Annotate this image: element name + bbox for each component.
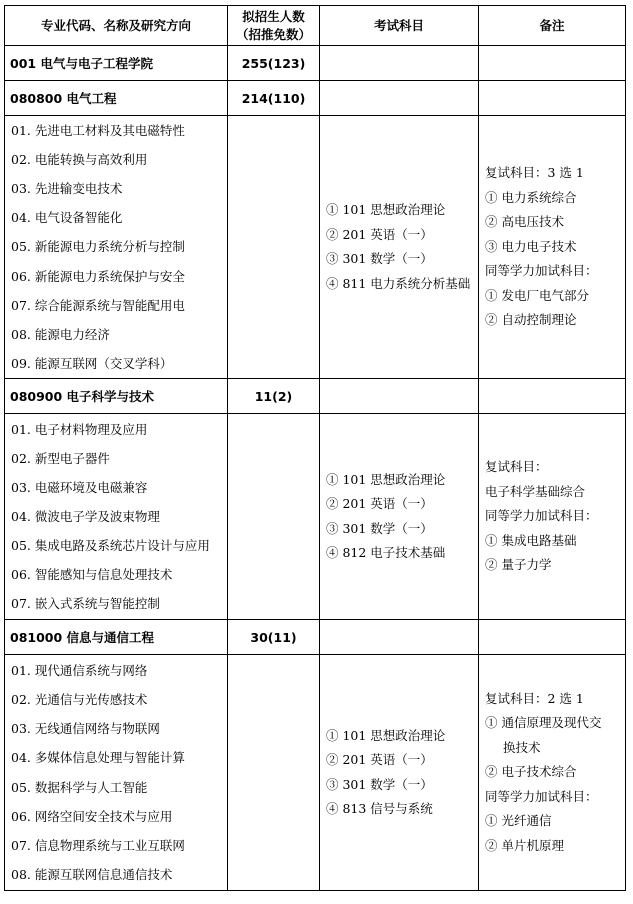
note-line: ② 单片机原理 <box>485 837 564 853</box>
major-detail-row <box>5 655 626 891</box>
school-row <box>5 46 626 81</box>
direction-item: 07. 综合能源系统与智能配用电 <box>11 297 185 313</box>
note-line: ① 通信原理及现代交 <box>485 715 602 731</box>
direction-item: 07. 信息物理系统与工业互联网 <box>11 837 185 853</box>
exam-item: ③ 301 数学（一） <box>326 251 433 266</box>
note-line: 电子科学基础综合 <box>485 483 586 499</box>
exam-list <box>320 468 478 566</box>
major-name: 080900 电子科学与技术 <box>5 379 228 414</box>
note-line: ③ 电力电子技术 <box>485 238 577 254</box>
note-line: 同等学力加试科目： <box>485 263 598 279</box>
direction-item: 06. 网络空间安全技术与应用 <box>11 808 173 824</box>
admission-table <box>4 5 626 891</box>
direction-cell <box>5 414 228 620</box>
major-count: 30(11) <box>228 620 320 655</box>
exam-item: ② 201 英语（一） <box>326 226 433 242</box>
note-line: ② 高电压技术 <box>485 214 564 230</box>
exam-item: ① 101 思想政治理论 <box>326 727 446 743</box>
exam-list <box>320 198 478 296</box>
direction-item: 06. 新能源电力系统保护与安全 <box>11 268 185 284</box>
direction-item: 04. 微波电子学及波束物理 <box>11 508 160 524</box>
note-line: 同等学力加试科目： <box>485 508 598 524</box>
direction-item: 02. 光通信与光传感技术 <box>11 692 148 708</box>
direction-item: 01. 先进电工材料及其电磁特性 <box>11 123 185 139</box>
direction-list <box>5 656 227 889</box>
header-major: 专业代码、名称及研究方向 <box>5 6 228 46</box>
direction-list <box>5 415 227 619</box>
note-line: 同等学力加试科目： <box>485 788 598 804</box>
note-line: ① 电力系统综合 <box>485 189 577 205</box>
exam-item: ② 201 英语（一） <box>326 752 433 767</box>
direction-item: 06. 智能感知与信息处理技术 <box>11 567 173 583</box>
direction-list <box>5 116 227 378</box>
exam-list <box>320 724 478 822</box>
header-enrollment <box>228 6 320 46</box>
note-line: 换技术 <box>503 739 541 755</box>
direction-item: 09. 能源互联网（交叉学科） <box>11 355 173 371</box>
exam-cell <box>320 116 479 379</box>
direction-item: 05. 数据科学与人工智能 <box>11 779 148 795</box>
header-exam: 考试科目 <box>320 6 479 46</box>
major-row <box>5 379 626 414</box>
exam-item: ④ 811 电力系统分析基础 <box>326 275 471 291</box>
note-line: 复试科目：3 选 1 <box>485 165 584 181</box>
header-enrollment-line1: 拟招生人数 <box>242 8 305 24</box>
notes-cell <box>479 116 626 379</box>
direction-item: 04. 多媒体信息处理与智能计算 <box>11 750 185 766</box>
direction-item: 03. 先进输变电技术 <box>11 181 123 197</box>
notes-cell <box>479 655 626 891</box>
note-line: ① 光纤通信 <box>485 813 552 829</box>
school-name: 001 电气与电子工程学院 <box>5 46 228 81</box>
exam-item: ③ 301 数学（一） <box>326 520 433 536</box>
table-header-row <box>5 6 626 46</box>
major-name: 080800 电气工程 <box>5 81 228 116</box>
direction-item: 04. 电气设备智能化 <box>11 210 123 226</box>
exam-item: ① 101 思想政治理论 <box>326 202 446 217</box>
direction-item: 01. 现代通信系统与网络 <box>11 663 148 679</box>
header-enrollment-line2: （招推免数） <box>235 26 311 42</box>
direction-item: 05. 新能源电力系统分析与控制 <box>11 239 185 255</box>
exam-item: ④ 813 信号与系统 <box>326 801 433 816</box>
note-line: ② 量子力学 <box>485 557 552 573</box>
direction-item: 07. 嵌入式系统与智能控制 <box>11 596 160 612</box>
major-row <box>5 81 626 116</box>
major-row <box>5 620 626 655</box>
school-count: 255(123) <box>228 46 320 81</box>
direction-item: 02. 电能转换与高效利用 <box>11 152 148 168</box>
note-line: ② 电子技术综合 <box>485 764 577 780</box>
note-line: ① 集成电路基础 <box>485 532 577 548</box>
note-line: 复试科目：2 选 1 <box>485 690 584 706</box>
direction-item: 08. 能源电力经济 <box>11 326 110 342</box>
direction-item: 02. 新型电子器件 <box>11 450 110 466</box>
notes-cell <box>479 414 626 620</box>
major-detail-row <box>5 116 626 379</box>
exam-item: ④ 812 电子技术基础 <box>326 545 446 560</box>
direction-cell <box>5 116 228 379</box>
direction-item: 05. 集成电路及系统芯片设计与应用 <box>11 538 210 554</box>
direction-item: 03. 电磁环境及电磁兼容 <box>11 479 148 495</box>
direction-item: 08. 能源互联网信息通信技术 <box>11 866 173 882</box>
major-count: 214(110) <box>228 81 320 116</box>
header-notes: 备注 <box>479 6 626 46</box>
exam-item: ③ 301 数学（一） <box>326 776 433 792</box>
note-line: 复试科目： <box>485 459 548 475</box>
note-line: ① 发电厂电气部分 <box>485 287 589 303</box>
major-name: 081000 信息与通信工程 <box>5 620 228 655</box>
exam-cell <box>320 414 479 620</box>
exam-item: ② 201 英语（一） <box>326 496 433 511</box>
direction-item: 01. 电子材料物理及应用 <box>11 421 148 437</box>
exam-cell <box>320 655 479 891</box>
direction-cell <box>5 655 228 891</box>
note-line: ② 自动控制理论 <box>485 312 577 328</box>
major-count: 11(2) <box>228 379 320 414</box>
direction-item: 03. 无线通信网络与物联网 <box>11 721 160 737</box>
exam-item: ① 101 思想政治理论 <box>326 471 446 487</box>
major-detail-row <box>5 414 626 620</box>
